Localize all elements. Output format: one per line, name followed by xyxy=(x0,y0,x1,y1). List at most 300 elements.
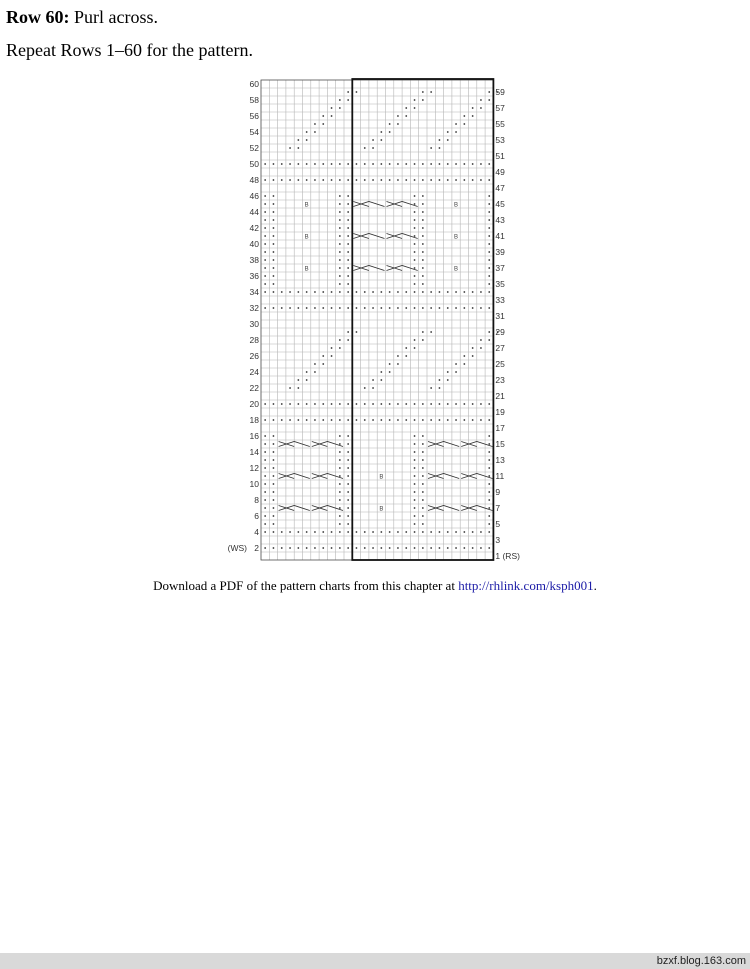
row-label-right: 7 xyxy=(495,503,501,513)
purl-dot xyxy=(405,531,407,533)
purl-dot xyxy=(480,107,482,109)
purl-dot xyxy=(339,227,341,229)
purl-dot xyxy=(488,475,490,477)
purl-dot xyxy=(372,139,374,141)
row-label-left: 42 xyxy=(249,223,259,233)
purl-dot xyxy=(264,283,266,285)
purl-dot xyxy=(339,195,341,197)
row-label-right: 29 xyxy=(495,327,505,337)
purl-dot xyxy=(264,275,266,277)
purl-dot xyxy=(347,179,349,181)
purl-dot xyxy=(380,179,382,181)
purl-dot xyxy=(488,179,490,181)
purl-dot xyxy=(347,531,349,533)
purl-dot xyxy=(455,371,457,373)
purl-dot xyxy=(339,491,341,493)
purl-dot xyxy=(339,219,341,221)
row-label-left: 54 xyxy=(249,127,259,137)
purl-dot xyxy=(422,475,424,477)
purl-dot xyxy=(364,147,366,149)
purl-dot xyxy=(397,179,399,181)
purl-dot xyxy=(439,387,441,389)
ws-label: (WS) xyxy=(227,543,247,553)
purl-dot xyxy=(297,307,299,309)
purl-dot xyxy=(339,211,341,213)
purl-dot xyxy=(380,163,382,165)
purl-dot xyxy=(339,499,341,501)
purl-dot xyxy=(380,403,382,405)
purl-dot xyxy=(364,163,366,165)
purl-dot xyxy=(488,243,490,245)
purl-dot xyxy=(273,179,275,181)
purl-dot xyxy=(273,235,275,237)
purl-dot xyxy=(306,531,308,533)
purl-dot xyxy=(297,291,299,293)
purl-dot xyxy=(488,435,490,437)
purl-dot xyxy=(447,307,449,309)
purl-dot xyxy=(430,403,432,405)
purl-dot xyxy=(322,355,324,357)
purl-dot xyxy=(347,339,349,341)
purl-dot xyxy=(455,131,457,133)
purl-dot xyxy=(463,123,465,125)
purl-dot xyxy=(289,307,291,309)
purl-dot xyxy=(488,523,490,525)
purl-dot xyxy=(439,163,441,165)
purl-dot xyxy=(488,99,490,101)
purl-dot xyxy=(422,227,424,229)
purl-dot xyxy=(264,547,266,549)
purl-dot xyxy=(414,419,416,421)
purl-dot xyxy=(488,291,490,293)
purl-dot xyxy=(331,115,333,117)
purl-dot xyxy=(430,163,432,165)
purl-dot xyxy=(364,291,366,293)
row-label-left: 56 xyxy=(249,111,259,121)
purl-dot xyxy=(264,419,266,421)
purl-dot xyxy=(422,523,424,525)
purl-dot xyxy=(297,387,299,389)
purl-dot xyxy=(414,227,416,229)
purl-dot xyxy=(264,515,266,517)
purl-dot xyxy=(422,91,424,93)
purl-dot xyxy=(480,531,482,533)
purl-dot xyxy=(297,147,299,149)
purl-dot xyxy=(414,507,416,509)
purl-dot xyxy=(314,179,316,181)
purl-dot xyxy=(422,515,424,517)
purl-dot xyxy=(289,419,291,421)
purl-dot xyxy=(297,163,299,165)
purl-dot xyxy=(306,291,308,293)
purl-dot xyxy=(339,507,341,509)
purl-dot xyxy=(331,419,333,421)
row-label-right: 53 xyxy=(495,135,505,145)
purl-dot xyxy=(463,547,465,549)
purl-dot xyxy=(314,403,316,405)
purl-dot xyxy=(264,451,266,453)
purl-dot xyxy=(306,163,308,165)
purl-dot xyxy=(414,475,416,477)
purl-dot xyxy=(297,531,299,533)
purl-dot xyxy=(414,459,416,461)
row-label-right: 39 xyxy=(495,247,505,257)
row-label-left: 26 xyxy=(249,351,259,361)
purl-dot xyxy=(422,419,424,421)
purl-dot xyxy=(347,523,349,525)
row-label-right: 19 xyxy=(495,407,505,417)
purl-dot xyxy=(447,131,449,133)
purl-dot xyxy=(297,403,299,405)
purl-dot xyxy=(364,419,366,421)
purl-dot xyxy=(314,531,316,533)
purl-dot xyxy=(414,99,416,101)
purl-dot xyxy=(264,403,266,405)
purl-dot xyxy=(331,347,333,349)
purl-dot xyxy=(455,123,457,125)
purl-dot xyxy=(339,475,341,477)
purl-dot xyxy=(273,275,275,277)
purl-dot xyxy=(414,443,416,445)
purl-dot xyxy=(380,291,382,293)
row-label-left: 46 xyxy=(249,191,259,201)
purl-dot xyxy=(422,499,424,501)
purl-dot xyxy=(430,307,432,309)
purl-dot xyxy=(414,499,416,501)
purl-dot xyxy=(314,307,316,309)
purl-dot xyxy=(447,163,449,165)
row-label-right: 1 (RS) xyxy=(495,551,520,561)
purl-dot xyxy=(389,123,391,125)
purl-dot xyxy=(347,547,349,549)
purl-dot xyxy=(439,139,441,141)
purl-dot xyxy=(297,379,299,381)
purl-dot xyxy=(364,179,366,181)
purl-dot xyxy=(480,547,482,549)
purl-dot xyxy=(273,491,275,493)
purl-dot xyxy=(264,227,266,229)
purl-dot xyxy=(455,531,457,533)
purl-dot xyxy=(488,339,490,341)
purl-dot xyxy=(488,499,490,501)
row-label-right: 21 xyxy=(495,391,505,401)
repeat-instruction: Repeat Rows 1–60 for the pattern. xyxy=(6,40,253,60)
purl-dot xyxy=(414,523,416,525)
purl-dot xyxy=(331,179,333,181)
purl-dot xyxy=(422,339,424,341)
purl-dot xyxy=(488,203,490,205)
purl-dot xyxy=(264,267,266,269)
purl-dot xyxy=(289,163,291,165)
purl-dot xyxy=(447,403,449,405)
purl-dot xyxy=(339,283,341,285)
purl-dot xyxy=(414,275,416,277)
purl-dot xyxy=(339,467,341,469)
purl-dot xyxy=(380,531,382,533)
purl-dot xyxy=(356,291,358,293)
purl-dot xyxy=(331,355,333,357)
purl-dot xyxy=(364,307,366,309)
row-label-right: 3 xyxy=(495,535,501,545)
purl-dot xyxy=(331,307,333,309)
purl-dot xyxy=(414,219,416,221)
purl-dot xyxy=(289,531,291,533)
purl-dot xyxy=(488,515,490,517)
purl-dot xyxy=(306,371,308,373)
purl-dot xyxy=(339,347,341,349)
purl-dot xyxy=(397,163,399,165)
purl-dot xyxy=(347,91,349,93)
purl-dot xyxy=(414,347,416,349)
purl-dot xyxy=(306,139,308,141)
purl-dot xyxy=(347,243,349,245)
purl-dot xyxy=(422,163,424,165)
purl-dot xyxy=(364,531,366,533)
purl-dot xyxy=(414,291,416,293)
row-label-right: 9 xyxy=(495,487,501,497)
purl-dot xyxy=(281,531,283,533)
purl-dot xyxy=(339,291,341,293)
purl-dot xyxy=(264,523,266,525)
purl-dot xyxy=(472,163,474,165)
purl-dot xyxy=(480,291,482,293)
purl-dot xyxy=(364,387,366,389)
purl-dot xyxy=(347,307,349,309)
purl-dot xyxy=(405,107,407,109)
row-label-right: 25 xyxy=(495,359,505,369)
purl-dot xyxy=(380,419,382,421)
purl-dot xyxy=(264,483,266,485)
purl-dot xyxy=(414,163,416,165)
row-label-left: 40 xyxy=(249,239,259,249)
purl-dot xyxy=(347,507,349,509)
purl-dot xyxy=(306,131,308,133)
download-caption xyxy=(0,578,750,594)
purl-dot xyxy=(264,291,266,293)
purl-dot xyxy=(414,179,416,181)
purl-dot xyxy=(281,547,283,549)
purl-dot xyxy=(480,163,482,165)
bobble-symbol: B xyxy=(304,234,309,241)
row-60-text: Purl across. xyxy=(69,7,158,27)
purl-dot xyxy=(397,531,399,533)
purl-dot xyxy=(347,227,349,229)
purl-dot xyxy=(422,307,424,309)
row-label-left: 32 xyxy=(249,303,259,313)
purl-dot xyxy=(339,435,341,437)
purl-dot xyxy=(447,291,449,293)
purl-dot xyxy=(297,139,299,141)
purl-dot xyxy=(339,483,341,485)
purl-dot xyxy=(463,403,465,405)
purl-dot xyxy=(322,291,324,293)
purl-dot xyxy=(488,459,490,461)
row-label-right: 35 xyxy=(495,279,505,289)
row-label-left: 60 xyxy=(249,79,259,89)
purl-dot xyxy=(273,283,275,285)
purl-dot xyxy=(264,203,266,205)
purl-dot xyxy=(339,459,341,461)
row-label-right: 5 xyxy=(495,519,501,529)
footer-bar xyxy=(0,953,750,969)
purl-dot xyxy=(347,195,349,197)
purl-dot xyxy=(397,547,399,549)
row-label-left: 18 xyxy=(249,415,259,425)
purl-dot xyxy=(356,307,358,309)
purl-dot xyxy=(314,419,316,421)
purl-dot xyxy=(414,483,416,485)
purl-dot xyxy=(472,355,474,357)
purl-dot xyxy=(488,547,490,549)
purl-dot xyxy=(380,307,382,309)
row-label-left: 52 xyxy=(249,143,259,153)
purl-dot xyxy=(430,331,432,333)
purl-dot xyxy=(422,483,424,485)
purl-dot xyxy=(347,235,349,237)
row-label-right: 51 xyxy=(495,151,505,161)
purl-dot xyxy=(347,211,349,213)
purl-dot xyxy=(314,371,316,373)
row-label-right: 11 xyxy=(495,471,505,481)
purl-dot xyxy=(422,403,424,405)
purl-dot xyxy=(273,291,275,293)
purl-dot xyxy=(422,507,424,509)
purl-dot xyxy=(422,211,424,213)
purl-dot xyxy=(264,507,266,509)
purl-dot xyxy=(405,403,407,405)
purl-dot xyxy=(314,131,316,133)
purl-dot xyxy=(339,163,341,165)
purl-dot xyxy=(422,195,424,197)
purl-dot xyxy=(372,531,374,533)
purl-dot xyxy=(422,467,424,469)
row-label-right: 57 xyxy=(495,103,505,113)
purl-dot xyxy=(322,403,324,405)
row-label-right: 27 xyxy=(495,343,505,353)
purl-dot xyxy=(422,275,424,277)
purl-dot xyxy=(273,243,275,245)
purl-dot xyxy=(414,515,416,517)
row-label-left: 6 xyxy=(254,511,259,521)
purl-dot xyxy=(273,507,275,509)
purl-dot xyxy=(347,459,349,461)
purl-dot xyxy=(289,179,291,181)
purl-dot xyxy=(264,211,266,213)
purl-dot xyxy=(455,419,457,421)
purl-dot xyxy=(463,179,465,181)
purl-dot xyxy=(264,475,266,477)
pdf-download-link[interactable]: http://rhlink.com/ksph001 xyxy=(458,578,594,593)
purl-dot xyxy=(273,451,275,453)
purl-dot xyxy=(488,419,490,421)
purl-dot xyxy=(414,339,416,341)
purl-dot xyxy=(273,267,275,269)
purl-dot xyxy=(331,531,333,533)
purl-dot xyxy=(356,547,358,549)
purl-dot xyxy=(472,419,474,421)
purl-dot xyxy=(447,531,449,533)
row-label-left: 24 xyxy=(249,367,259,377)
purl-dot xyxy=(322,123,324,125)
purl-dot xyxy=(281,307,283,309)
caption-end: . xyxy=(593,578,597,593)
purl-dot xyxy=(455,307,457,309)
purl-dot xyxy=(430,387,432,389)
watermark-text: bzxf.blog.163.com xyxy=(656,955,746,967)
purl-dot xyxy=(414,307,416,309)
purl-dot xyxy=(389,131,391,133)
purl-dot xyxy=(264,467,266,469)
purl-dot xyxy=(339,243,341,245)
purl-dot xyxy=(273,515,275,517)
purl-dot xyxy=(306,419,308,421)
row-label-right: 45 xyxy=(495,199,505,209)
purl-dot xyxy=(430,91,432,93)
purl-dot xyxy=(273,523,275,525)
purl-dot xyxy=(480,419,482,421)
purl-dot xyxy=(447,547,449,549)
purl-dot xyxy=(273,467,275,469)
purl-dot xyxy=(439,531,441,533)
purl-dot xyxy=(472,403,474,405)
purl-dot xyxy=(422,531,424,533)
purl-dot xyxy=(422,491,424,493)
purl-dot xyxy=(488,491,490,493)
purl-dot xyxy=(356,419,358,421)
row-label-left: 20 xyxy=(249,399,259,409)
row-label-right: 41 xyxy=(495,231,505,241)
purl-dot xyxy=(488,235,490,237)
purl-dot xyxy=(339,267,341,269)
purl-dot xyxy=(414,283,416,285)
purl-dot xyxy=(488,275,490,277)
purl-dot xyxy=(339,307,341,309)
purl-dot xyxy=(430,419,432,421)
purl-dot xyxy=(273,435,275,437)
purl-dot xyxy=(339,531,341,533)
purl-dot xyxy=(322,547,324,549)
purl-dot xyxy=(439,547,441,549)
purl-dot xyxy=(347,267,349,269)
row-label-left: 58 xyxy=(249,95,259,105)
purl-dot xyxy=(439,307,441,309)
purl-dot xyxy=(306,403,308,405)
purl-dot xyxy=(273,547,275,549)
purl-dot xyxy=(422,451,424,453)
purl-dot xyxy=(339,451,341,453)
purl-dot xyxy=(397,115,399,117)
purl-dot xyxy=(389,179,391,181)
row-label-left: 16 xyxy=(249,431,259,441)
purl-dot xyxy=(422,219,424,221)
row-label-left: 34 xyxy=(249,287,259,297)
purl-dot xyxy=(339,419,341,421)
purl-dot xyxy=(297,179,299,181)
purl-dot xyxy=(455,403,457,405)
purl-dot xyxy=(447,371,449,373)
purl-dot xyxy=(347,483,349,485)
purl-dot xyxy=(314,163,316,165)
purl-dot xyxy=(273,307,275,309)
purl-dot xyxy=(488,443,490,445)
bobble-symbol: B xyxy=(454,266,459,273)
purl-dot xyxy=(488,267,490,269)
purl-dot xyxy=(339,107,341,109)
purl-dot xyxy=(397,123,399,125)
purl-dot xyxy=(372,547,374,549)
purl-dot xyxy=(472,347,474,349)
purl-dot xyxy=(397,307,399,309)
